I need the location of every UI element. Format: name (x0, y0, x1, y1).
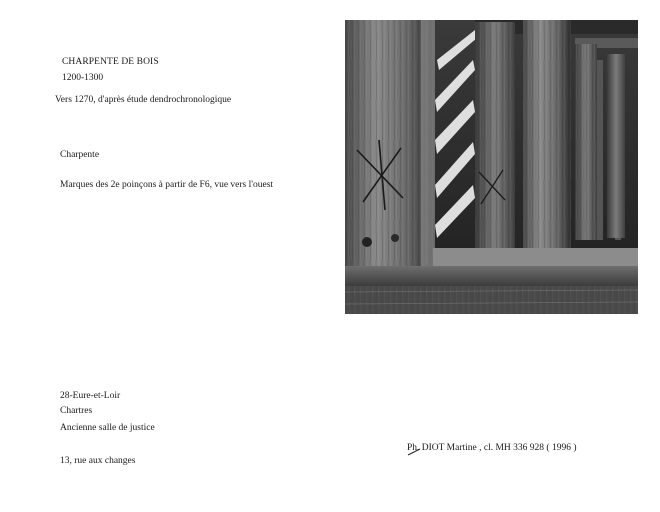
photo-credit: Ph. DIOT Martine , cl. MH 336 928 ( 1996 ) (407, 443, 577, 453)
record-category: Charpente (60, 150, 100, 160)
record-dating: Vers 1270, d'après étude dendrochronologique (55, 95, 232, 105)
location-city: Chartres (60, 406, 93, 416)
record-dates: 1200-1300 (62, 73, 104, 83)
timber-frame-photograph (345, 20, 638, 314)
record-title: CHARPENTE DE BOIS (62, 57, 159, 67)
location-address: 13, rue aux changes (60, 456, 136, 466)
location-department: 28-Eure-et-Loir (60, 391, 121, 401)
location-building: Ancienne salle de justice (60, 423, 155, 433)
record-caption: Marques des 2e poinçons à partir de F6, vue vers l'ouest (60, 180, 274, 190)
